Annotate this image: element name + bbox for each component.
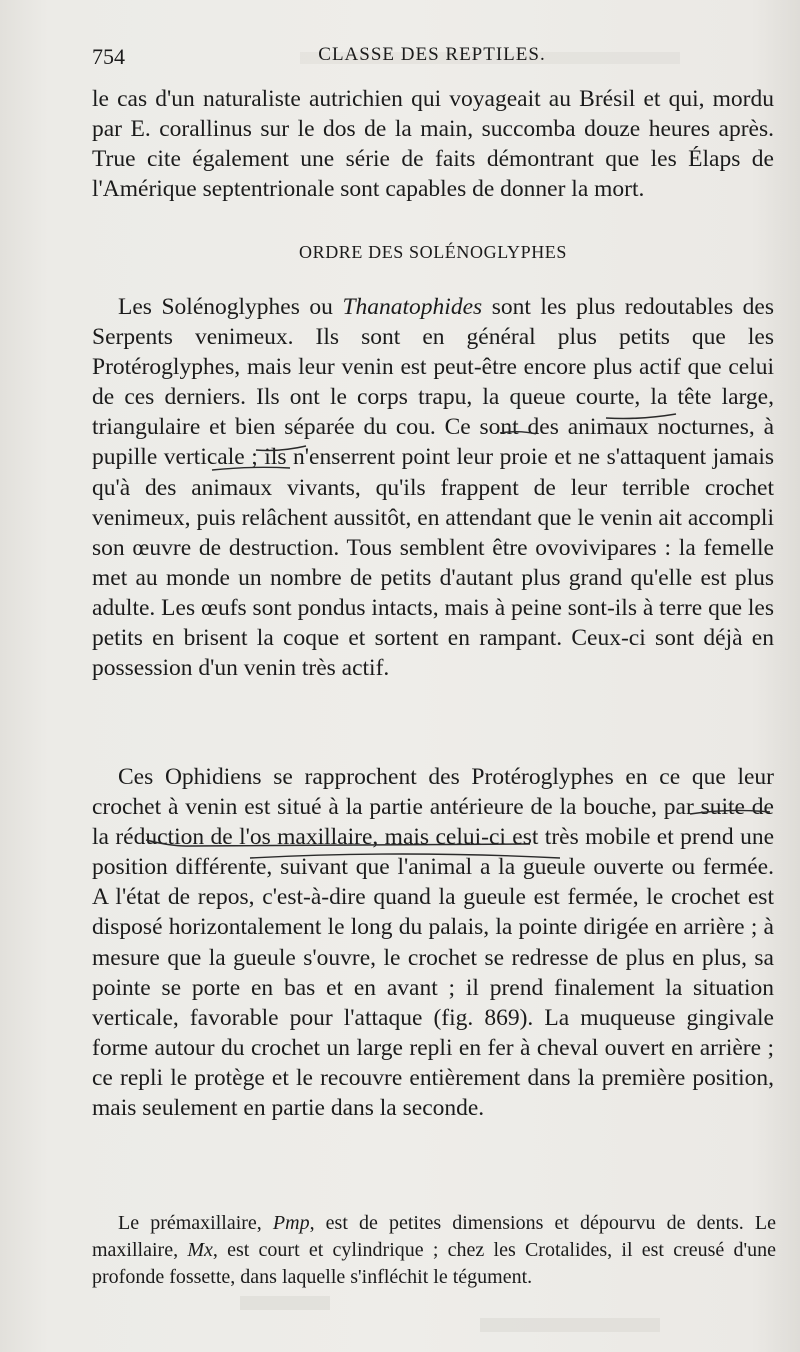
paragraph-ophidiens xyxy=(92,762,774,1123)
figure-caption-note xyxy=(92,1210,776,1291)
order-heading: ORDRE DES SOLÉNOGLYPHES xyxy=(298,242,567,262)
running-head xyxy=(92,44,772,74)
paragraph-3-text: Ces Ophidiens se rapprochent des Protéroglyphes en ce que leur crochet à venin est situé à la partie antérieure de la bouche, par suite de la réduction de l'os maxillaire, mais celui-ci est très mobile et prend une position différente, suivant que l'animal a la gueule ouverte ou fermée. A l'état de repos, c'est-à-dire quand la gueule est fermée, le crochet est disposé horizontalement le long du palais, la pointe dirigée en arrière ; à mesure que la gueule s'ouvre, le crochet se redresse de plus en plus, sa pointe se porte en bas et en avant ; il prend finalement la situation verticale, favorable pour l'attaque (fig. 869). La muqueuse gingivale forme autour du crochet un large repli en fer à cheval ouvert en arrière ; ce repli le protège et le recouvre entièrement dans la première position, mais seulement en partie dans la seconde. xyxy=(92,764,774,1122)
footnote-mx: Mx xyxy=(187,1239,213,1261)
footnote-part-1: Le prémaxillaire, xyxy=(118,1212,273,1234)
page-number: 754 xyxy=(92,44,125,69)
paragraph-1-text: le cas d'un naturaliste autrichien qui voyageait au Brésil et qui, mordu par E. corallinus sur le dos de la main, succomba douze heures après. True cite également une série de faits démontrant que les Élaps de l'Amérique septentrionale sont capables de donner la mort. xyxy=(92,86,774,203)
paragraph-continuation xyxy=(92,84,774,204)
section-title: CLASSE DES REPTILES. xyxy=(318,44,546,65)
paragraph-2-start: Les Solénoglyphes ou xyxy=(118,294,343,320)
paragraph-solenoglyphes xyxy=(92,292,774,683)
bleed-through-footer xyxy=(220,1294,680,1349)
footnote-pmp: Pmp xyxy=(272,1212,310,1234)
paragraph-2-rest: sont les plus redoutables des Serpents venimeux. Ils sont en général plus petits que les Protéroglyphes, mais leur venin est peut-être encore plus actif que celui de ces derniers. Ils ont le corps trapu, la queue courte, la tête large, triangulaire et bien séparée du cou. Ce sont des animaux nocturnes, à pupille verticale ; ils n'enserrent point leur proie et ne s'attaquent jamais qu'à des animaux vivants, qu'ils frappent de leur terrible crochet venimeux, puis relâchent aussitôt, en attendant que le venin ait accompli son œuvre de destruction. Tous semblent être ovovivipares : la femelle met au monde un nombre de petits d'autant plus grand qu'elle est plus adulte. Les œufs sont pondus intacts, mais à peine sont-ils à terre que les petits en brisent la coque et sortent en rampant. Ceux-ci sont déjà en possession d'un venin très actif. xyxy=(92,294,774,682)
paragraph-2-italic-term: Thanatophides xyxy=(342,294,483,320)
bleed-through-footer-marks xyxy=(220,1294,680,1344)
footnote-part-3: , est court et cylindrique ; chez les Crotalides, il est creusé d'une profonde fossette, dans laquelle s'infléchit le tégument. xyxy=(92,1239,776,1288)
footnote-part-2: , est de petites dimensions et dépourvu de dents. Le maxillaire, xyxy=(92,1212,776,1261)
